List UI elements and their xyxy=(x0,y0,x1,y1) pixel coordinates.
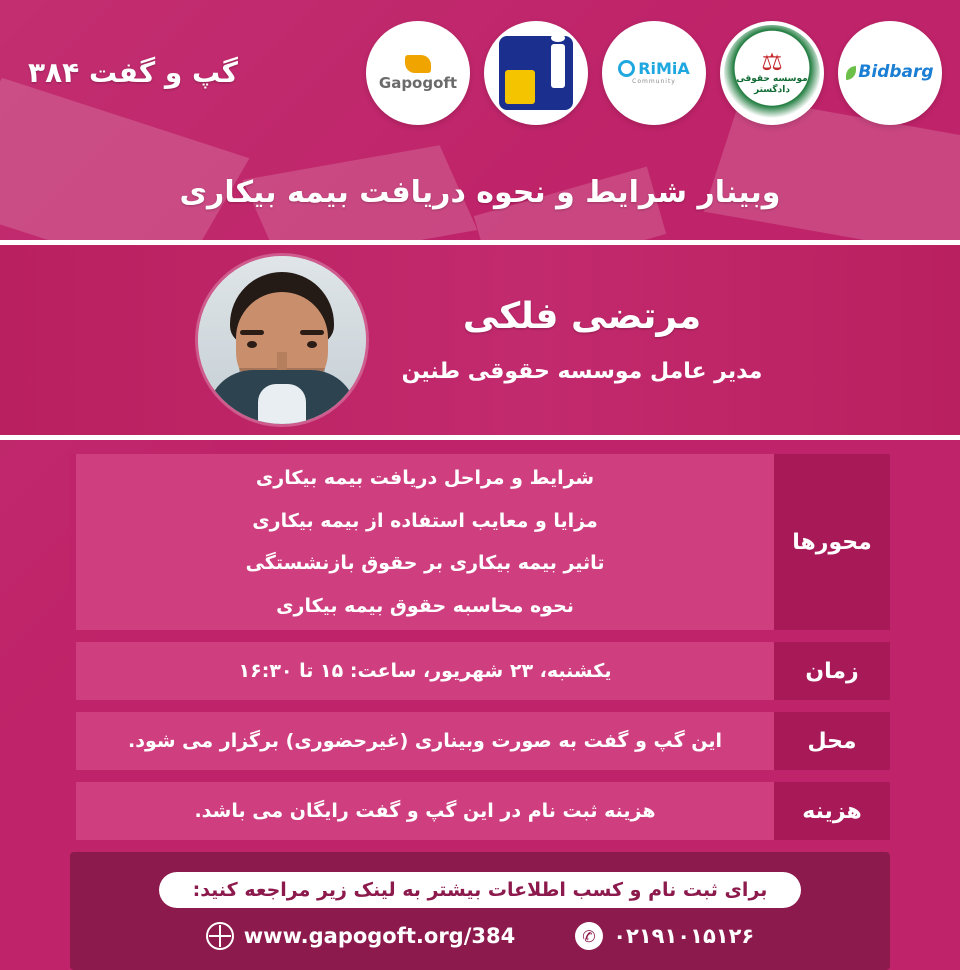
table-row xyxy=(70,454,890,630)
adl-logo xyxy=(720,21,824,125)
header xyxy=(0,0,960,145)
speaker-name: مرتضی فلکی xyxy=(462,296,702,337)
cost-text: هزینه ثبت نام در این گپ و گفت رایگان می باشد. xyxy=(194,799,656,822)
gapogoft-logo-label: Gapogoft xyxy=(378,73,458,92)
title-band xyxy=(0,145,960,245)
row-label-topics: محورها xyxy=(774,454,890,630)
time-text: یکشنبه، ۲۳ شهریور، ساعت: ۱۵ تا ۱۶:۳۰ xyxy=(238,659,612,682)
bidbarg-logo-label: Bidbarg xyxy=(858,62,934,82)
row-value-place xyxy=(70,712,774,770)
topic-item: تاثیر بیمه بیکاری بر حقوق بازنشستگی xyxy=(245,552,605,574)
table-row xyxy=(70,782,890,840)
gapogoft-mark-icon xyxy=(405,55,431,73)
website-url: www.gapogoft.org/384 xyxy=(243,924,516,948)
row-value-cost xyxy=(70,782,774,840)
row-label-place: محل xyxy=(774,712,890,770)
website-contact[interactable] xyxy=(206,922,515,950)
speaker-role: مدیر عامل موسسه حقوقی طنین xyxy=(401,359,763,384)
row-label-cost: هزینه xyxy=(774,782,890,840)
scales-icon: ⚖ xyxy=(761,48,783,77)
table-row xyxy=(70,712,890,770)
contact-strip xyxy=(206,922,754,950)
phone-number: ۰۲۱۹۱۰۱۵۱۲۶ xyxy=(613,924,755,948)
topic-item: نحوه محاسبه حقوق بیمه بیکاری xyxy=(276,594,574,617)
topic-item: مزایا و معایب استفاده از بیمه بیکاری xyxy=(252,509,598,532)
page-title: وبینار شرایط و نحوه دریافت بیمه بیکاری xyxy=(179,174,781,210)
session-label: گپ و گفت ۳۸۴ xyxy=(28,56,238,89)
phone-icon: ✆ xyxy=(573,920,605,952)
footer xyxy=(70,852,890,970)
phone-contact[interactable] xyxy=(575,922,754,950)
bidbarg-logo xyxy=(838,21,942,125)
gapogoft-logo xyxy=(366,21,470,125)
rimia-logo-sub: Community xyxy=(632,78,676,85)
row-label-time: زمان xyxy=(774,642,890,700)
registration-cta: برای ثبت نام و کسب اطلاعات بیشتر به لینک زیر مراجعه کنید: xyxy=(159,872,802,908)
agahi-logo xyxy=(484,21,588,125)
info-table xyxy=(0,440,960,840)
place-text: این گپ و گفت به صورت وبیناری (غیرحضوری) برگزار می شود. xyxy=(127,729,723,752)
rimia-logo-label: RiMiA xyxy=(638,58,690,78)
topic-item: شرایط و مراحل دریافت بیمه بیکاری xyxy=(255,467,595,489)
row-value-time xyxy=(70,642,774,700)
speaker-texts xyxy=(402,296,763,384)
table-row xyxy=(70,642,890,700)
logo-strip xyxy=(366,21,942,125)
rimia-logo xyxy=(602,21,706,125)
speaker-section xyxy=(0,245,960,440)
row-value-topics xyxy=(70,454,774,630)
avatar xyxy=(198,256,366,424)
adl-logo-label: موسسه حقوقی دادگستر xyxy=(736,74,808,95)
globe-icon xyxy=(206,922,234,950)
